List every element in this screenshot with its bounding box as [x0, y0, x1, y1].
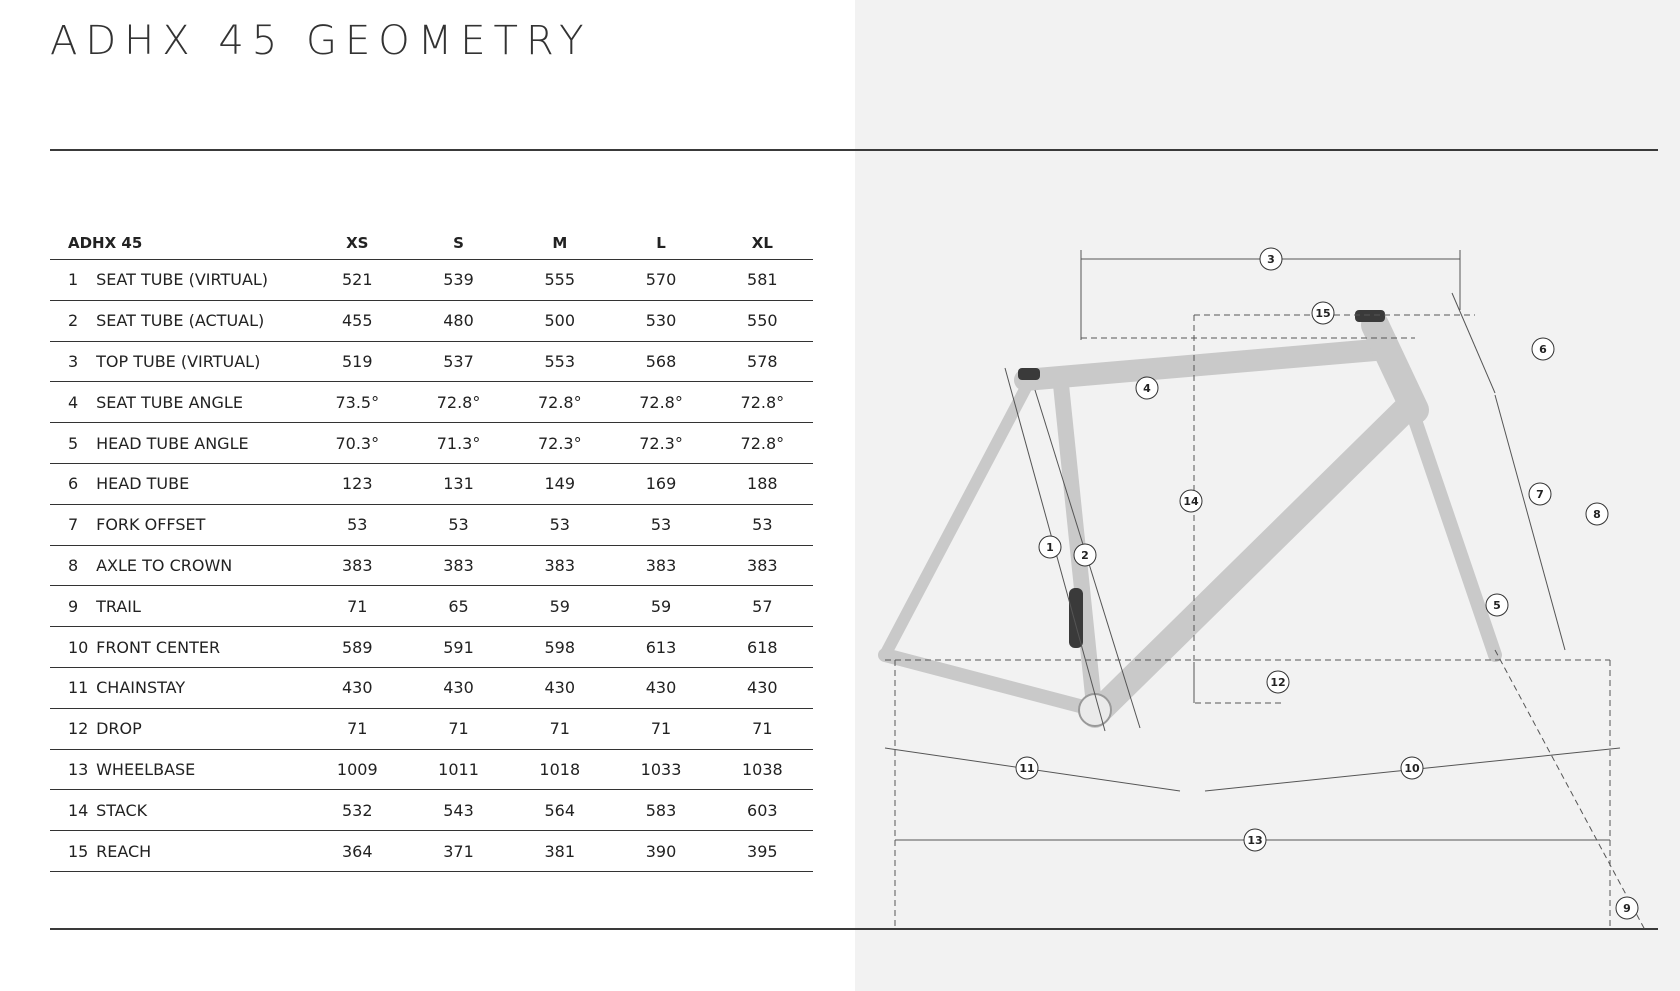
row-number: 5 — [50, 423, 96, 464]
seat-clamp-shape — [1018, 368, 1040, 380]
row-value: 72.8° — [610, 382, 711, 423]
row-label: CHAINSTAY — [96, 667, 307, 708]
table-row — [50, 423, 813, 464]
svg-text:6: 6 — [1539, 343, 1547, 356]
row-value: 537 — [408, 341, 509, 382]
row-value: 395 — [712, 831, 813, 872]
row-value: 553 — [509, 341, 610, 382]
table-header-row — [50, 226, 813, 260]
row-value: 455 — [307, 300, 408, 341]
row-label: SEAT TUBE (VIRTUAL) — [96, 260, 307, 301]
row-value: 71 — [408, 708, 509, 749]
row-value: 430 — [712, 667, 813, 708]
row-value: 521 — [307, 260, 408, 301]
row-value: 188 — [712, 463, 813, 504]
row-number: 11 — [50, 667, 96, 708]
row-value: 364 — [307, 831, 408, 872]
row-value: 53 — [712, 504, 813, 545]
row-value: 72.8° — [712, 423, 813, 464]
row-value: 71.3° — [408, 423, 509, 464]
row-value: 550 — [712, 300, 813, 341]
row-value: 589 — [307, 627, 408, 668]
page-title: ADHX 45 GEOMETRY — [50, 18, 592, 64]
row-value: 383 — [307, 545, 408, 586]
svg-text:3: 3 — [1267, 253, 1275, 266]
svg-text:5: 5 — [1493, 599, 1501, 612]
row-value: 53 — [509, 504, 610, 545]
row-value: 70.3° — [307, 423, 408, 464]
svg-text:4: 4 — [1143, 382, 1151, 395]
row-value: 530 — [610, 300, 711, 341]
row-value: 430 — [509, 667, 610, 708]
row-value: 1009 — [307, 749, 408, 790]
table-row — [50, 260, 813, 301]
svg-text:13: 13 — [1247, 834, 1263, 847]
row-label: AXLE TO CROWN — [96, 545, 307, 586]
row-label: HEAD TUBE ANGLE — [96, 423, 307, 464]
row-value: 381 — [509, 831, 610, 872]
bottle-mount-shape — [1069, 588, 1083, 648]
row-value: 1011 — [408, 749, 509, 790]
row-value: 72.8° — [509, 382, 610, 423]
table-row — [50, 504, 813, 545]
row-value: 72.3° — [509, 423, 610, 464]
row-value: 543 — [408, 790, 509, 831]
marker-11 — [1016, 757, 1038, 779]
row-value: 53 — [610, 504, 711, 545]
row-value: 59 — [509, 586, 610, 627]
row-value: 613 — [610, 627, 711, 668]
row-value: 583 — [610, 790, 711, 831]
row-number: 4 — [50, 382, 96, 423]
row-value: 568 — [610, 341, 711, 382]
svg-text:1: 1 — [1046, 541, 1054, 554]
marker-4 — [1136, 377, 1158, 399]
svg-text:11: 11 — [1019, 762, 1035, 775]
size-header: S — [408, 226, 509, 260]
marker-12 — [1267, 671, 1289, 693]
row-number: 3 — [50, 341, 96, 382]
marker-8 — [1586, 503, 1608, 525]
row-value: 1018 — [509, 749, 610, 790]
row-number: 15 — [50, 831, 96, 872]
row-value: 1033 — [610, 749, 711, 790]
table-row — [50, 627, 813, 668]
row-label: WHEELBASE — [96, 749, 307, 790]
row-value: 570 — [610, 260, 711, 301]
row-label: TRAIL — [96, 586, 307, 627]
row-value: 1038 — [712, 749, 813, 790]
svg-text:10: 10 — [1404, 762, 1420, 775]
row-number: 14 — [50, 790, 96, 831]
size-header: L — [610, 226, 711, 260]
row-value: 578 — [712, 341, 813, 382]
row-value: 555 — [509, 260, 610, 301]
frame-geometry-diagram — [855, 0, 1680, 991]
row-value: 71 — [509, 708, 610, 749]
row-value: 532 — [307, 790, 408, 831]
table-row — [50, 300, 813, 341]
marker-10 — [1401, 757, 1423, 779]
row-value: 123 — [307, 463, 408, 504]
svg-text:14: 14 — [1183, 495, 1199, 508]
row-value: 480 — [408, 300, 509, 341]
table-row — [50, 463, 813, 504]
row-value: 430 — [307, 667, 408, 708]
row-value: 71 — [307, 586, 408, 627]
marker-6 — [1532, 338, 1554, 360]
row-value: 603 — [712, 790, 813, 831]
row-value: 591 — [408, 627, 509, 668]
bike-frame-illustration — [885, 325, 1495, 715]
row-number: 7 — [50, 504, 96, 545]
svg-text:2: 2 — [1081, 549, 1089, 562]
row-label: FRONT CENTER — [96, 627, 307, 668]
size-header: XS — [307, 226, 408, 260]
svg-text:8: 8 — [1593, 508, 1601, 521]
row-number: 13 — [50, 749, 96, 790]
marker-3 — [1260, 248, 1282, 270]
row-number: 10 — [50, 627, 96, 668]
row-value: 519 — [307, 341, 408, 382]
row-value: 430 — [610, 667, 711, 708]
row-value: 598 — [509, 627, 610, 668]
row-value: 383 — [408, 545, 509, 586]
row-value: 430 — [408, 667, 509, 708]
marker-13 — [1244, 829, 1266, 851]
table-row — [50, 341, 813, 382]
row-value: 53 — [307, 504, 408, 545]
svg-text:12: 12 — [1270, 676, 1286, 689]
row-value: 131 — [408, 463, 509, 504]
marker-9 — [1616, 897, 1638, 919]
svg-text:15: 15 — [1315, 307, 1331, 320]
row-label: TOP TUBE (VIRTUAL) — [96, 341, 307, 382]
model-header: ADHX 45 — [50, 226, 307, 260]
row-number: 9 — [50, 586, 96, 627]
row-label: DROP — [96, 708, 307, 749]
row-value: 71 — [610, 708, 711, 749]
table-row — [50, 545, 813, 586]
table-row — [50, 749, 813, 790]
row-label: REACH — [96, 831, 307, 872]
row-label: SEAT TUBE ANGLE — [96, 382, 307, 423]
marker-5 — [1486, 594, 1508, 616]
marker-2 — [1074, 544, 1096, 566]
row-number: 6 — [50, 463, 96, 504]
table-row — [50, 831, 813, 872]
marker-7 — [1529, 483, 1551, 505]
row-value: 383 — [712, 545, 813, 586]
geometry-table — [50, 226, 813, 872]
marker-15 — [1312, 302, 1334, 324]
row-label: STACK — [96, 790, 307, 831]
row-label: FORK OFFSET — [96, 504, 307, 545]
row-number: 8 — [50, 545, 96, 586]
row-value: 564 — [509, 790, 610, 831]
table-row — [50, 382, 813, 423]
row-value: 59 — [610, 586, 711, 627]
row-label: HEAD TUBE — [96, 463, 307, 504]
row-label: SEAT TUBE (ACTUAL) — [96, 300, 307, 341]
row-value: 72.3° — [610, 423, 711, 464]
row-number: 2 — [50, 300, 96, 341]
table-row — [50, 586, 813, 627]
row-value: 65 — [408, 586, 509, 627]
marker-1 — [1039, 536, 1061, 558]
marker-14 — [1180, 490, 1202, 512]
row-value: 71 — [712, 708, 813, 749]
row-value: 371 — [408, 831, 509, 872]
table-row — [50, 708, 813, 749]
row-number: 12 — [50, 708, 96, 749]
row-value: 500 — [509, 300, 610, 341]
row-value: 149 — [509, 463, 610, 504]
headset-cap-shape — [1355, 310, 1385, 322]
table-row — [50, 667, 813, 708]
bottom-bracket-shape — [1079, 694, 1111, 726]
row-value: 539 — [408, 260, 509, 301]
row-value: 383 — [610, 545, 711, 586]
size-header: M — [509, 226, 610, 260]
row-value: 72.8° — [712, 382, 813, 423]
row-value: 53 — [408, 504, 509, 545]
row-value: 73.5° — [307, 382, 408, 423]
row-value: 71 — [307, 708, 408, 749]
size-header: XL — [712, 226, 813, 260]
row-value: 72.8° — [408, 382, 509, 423]
svg-text:7: 7 — [1536, 488, 1544, 501]
table-row — [50, 790, 813, 831]
row-value: 390 — [610, 831, 711, 872]
row-value: 383 — [509, 545, 610, 586]
row-value: 581 — [712, 260, 813, 301]
row-value: 169 — [610, 463, 711, 504]
svg-text:9: 9 — [1623, 902, 1631, 915]
row-number: 1 — [50, 260, 96, 301]
row-value: 57 — [712, 586, 813, 627]
row-value: 618 — [712, 627, 813, 668]
